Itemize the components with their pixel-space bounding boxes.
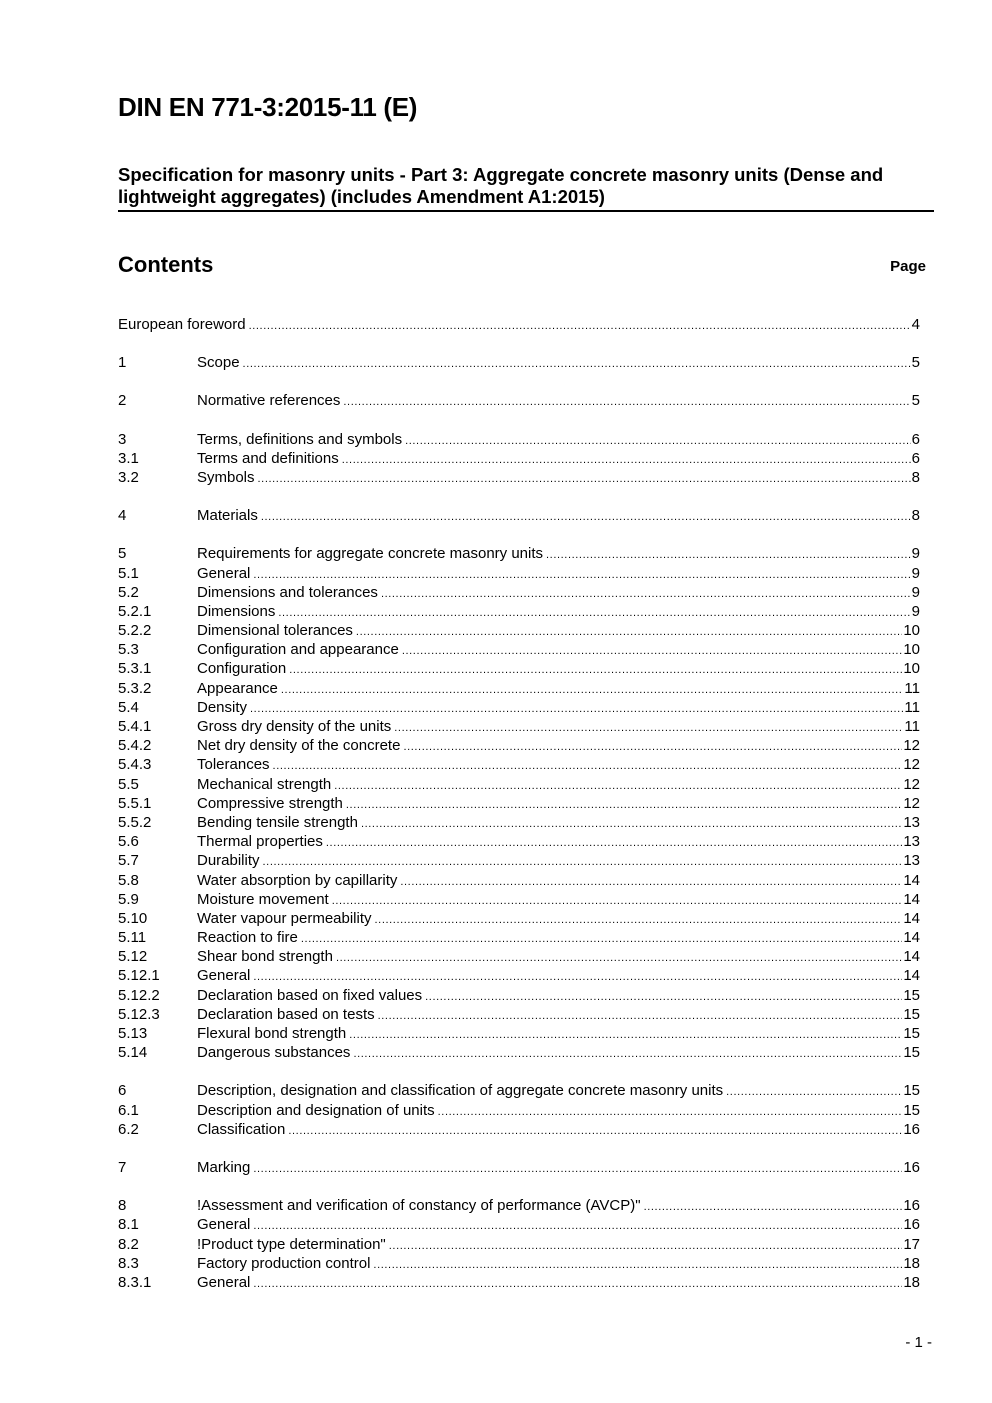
toc-entry-number: 1 [118,354,127,372]
toc-entry-number: 7 [118,1158,127,1176]
toc-entry-number: 5.4 [118,698,139,716]
toc-entry-number: 5.12 [118,948,148,966]
toc-entry-title: Requirements for aggregate concrete masonry units [197,545,544,563]
toc-entry-title: Declaration based on fixed values [197,986,423,1004]
toc-entry-number: 5.4.3 [118,756,152,774]
toc-dot-leader [394,717,903,738]
toc-entry[interactable] [118,659,920,678]
toc-entry-page: 8 [911,507,920,525]
toc-entry-number: 5.2.2 [118,622,152,640]
toc-entry-page: 6 [911,449,920,467]
toc-dot-leader [253,1273,902,1294]
toc-entry-number: 5.9 [118,890,139,908]
toc-entry[interactable] [118,986,920,1005]
toc-entry-title: Dimensions and tolerances [197,583,378,601]
toc-entry-number: 5.12.2 [118,986,160,1004]
toc-entry[interactable] [118,794,920,813]
toc-entry-page: 11 [904,679,920,697]
toc-entry-number: 5.10 [118,909,148,927]
toc-entry-title: Mechanical strength [197,775,332,793]
toc-entry-page: 15 [903,1005,920,1023]
contents-heading: Contents [118,252,214,277]
toc-entry-page: 9 [911,602,920,620]
toc-entry-page: 14 [903,967,920,985]
toc-entry[interactable] [118,775,920,794]
toc-entry-number: 8.2 [118,1235,139,1253]
toc-entry-number: 5 [118,545,127,563]
toc-entry-page: 13 [903,833,920,851]
toc-dot-leader [326,832,902,853]
toc-entry-number: 8.3 [118,1254,139,1272]
toc-dot-leader [250,698,903,719]
toc-dot-leader [253,966,902,987]
toc-dot-leader [375,909,903,930]
toc-entry-number: 5.1 [118,564,139,582]
toc-entry-page: 12 [903,775,920,793]
toc-entry[interactable] [118,928,920,947]
toc-entry-page: 15 [903,986,920,1004]
toc-entry[interactable] [118,1235,920,1254]
page-column-label: Page [890,258,926,275]
toc-entry[interactable] [118,736,920,755]
toc-entry-page: 10 [903,660,920,678]
toc-entry-title: General [197,564,251,582]
toc-dot-leader [273,755,903,776]
document-id: DIN EN 771-3:2015-11 (E) [118,92,418,122]
toc-entry[interactable] [118,890,920,909]
toc-entry-title: Bending tensile strength [197,813,358,831]
toc-dot-leader [405,430,911,451]
toc-entry-title: Gross dry density of the units [197,718,392,735]
toc-entry[interactable] [118,468,920,487]
toc-entry-title: Classification [197,1120,286,1138]
toc-entry-title: Compressive strength [197,794,343,812]
toc-entry-title: Durability [197,852,260,870]
toc-dot-leader [402,640,902,661]
toc-entry-page: 18 [903,1273,920,1291]
toc-entry-title: European foreword [118,316,246,333]
toc-entry-title: Symbols [197,468,255,486]
toc-entry[interactable] [118,1254,920,1273]
toc-dot-leader [334,775,902,796]
toc-entry-page: 14 [903,890,920,908]
toc-entry[interactable] [118,851,920,870]
toc-entry[interactable] [118,1196,920,1215]
toc-entry-title: Description and designation of units [197,1101,435,1119]
toc-entry[interactable] [118,449,920,468]
toc-entry-title: Moisture movement [197,890,329,908]
toc-entry-title: Terms and definitions [197,449,339,467]
toc-entry[interactable] [118,909,920,928]
toc-entry-page: 5 [911,392,920,410]
toc-dot-leader [336,947,902,968]
toc-dot-leader [342,449,911,470]
toc-dot-leader [400,871,902,892]
toc-entry-number: 8.1 [118,1216,139,1234]
toc-entry-page: 12 [903,756,920,774]
toc-entry[interactable] [118,679,920,698]
toc-entry-title: !Assessment and verification of constancy of performance (AVCP)" [197,1197,641,1215]
toc-dot-leader [353,1043,902,1064]
toc-dot-leader [253,1158,902,1179]
toc-entry-title: General [197,967,251,985]
toc-dot-leader [301,928,902,949]
toc-entry[interactable] [118,506,920,525]
toc-entry-page: 17 [903,1235,920,1253]
toc-dot-leader [349,1024,902,1045]
toc-entry-title: Reaction to fire [197,929,298,947]
toc-entry[interactable] [118,1005,920,1024]
toc-entry-title: Water vapour permeability [197,909,372,927]
toc-entry[interactable] [118,947,920,966]
toc-entry-title: General [197,1273,251,1291]
toc-entry-number: 5.11 [118,929,147,947]
toc-entry[interactable] [118,621,920,640]
toc-entry-number: 5.13 [118,1025,148,1042]
toc-entry-number: 5.3 [118,641,139,659]
toc-entry-page: 10 [903,622,920,640]
toc-entry[interactable] [118,698,920,717]
toc-entry-number: 5.5.1 [118,794,152,812]
toc-entry-title: Description, designation and classification of aggregate concrete masonry units [197,1082,724,1100]
toc-dot-leader [361,813,902,834]
toc-entry-title: Declaration based on tests [197,1005,375,1023]
toc-entry-page: 9 [911,583,920,601]
toc-entry[interactable] [118,1215,920,1234]
toc-entry-title: Scope [197,354,240,372]
toc-entry-number: 6.2 [118,1120,139,1138]
toc-entry-number: 5.2.1 [118,602,152,620]
toc-entry-number: 2 [118,392,127,410]
toc-entry-title: Net dry density of the concrete [197,737,401,755]
toc-dot-leader [332,890,903,911]
toc-entry[interactable] [118,871,920,890]
toc-dot-leader [346,794,902,815]
toc-entry-title: Terms, definitions and symbols [197,430,403,448]
toc-dot-leader [253,1215,902,1236]
toc-entry[interactable] [118,1158,920,1177]
toc-entry-page: 13 [903,852,920,870]
toc-entry-number: 5.3.2 [118,679,152,697]
toc-entry-page: 13 [903,813,920,831]
toc-entry-title: Dangerous substances [197,1044,351,1062]
toc-entry-page: 14 [903,871,920,889]
toc-entry-page: 14 [903,909,920,927]
toc-entry[interactable] [118,1120,920,1139]
toc-entry-number: 8.3.1 [118,1273,152,1291]
toc-dot-leader [288,1120,902,1141]
toc-entry-number: 5.8 [118,871,139,889]
toc-entry-title: Dimensional tolerances [197,622,353,640]
toc-entry-number: 8 [118,1197,127,1215]
toc-dot-leader [261,506,911,527]
toc-entry[interactable] [118,315,920,334]
toc-dot-leader [263,851,903,872]
toc-entry-number: 3.2 [118,468,139,486]
toc-entry-page: 14 [903,929,920,947]
toc-dot-leader [249,315,911,336]
title-rule [118,210,934,212]
toc-dot-leader [438,1101,903,1122]
toc-entry-number: 5.3.1 [118,660,152,678]
toc-entry-page: 15 [903,1082,920,1100]
toc-entry[interactable] [118,832,920,851]
toc-entry-number: 5.5 [118,775,139,793]
toc-entry[interactable] [118,544,920,563]
toc-entry-page: 16 [903,1120,920,1138]
toc-entry[interactable] [118,564,920,583]
toc-entry-number: 5.14 [118,1044,148,1062]
toc-entry[interactable] [118,1024,920,1043]
toc-dot-leader [726,1081,902,1102]
toc-entry-page: 6 [911,430,920,448]
toc-entry-page: 15 [903,1101,920,1119]
toc-entry-number: 3.1 [118,449,139,467]
toc-dot-leader [425,986,902,1007]
toc-entry-title: Flexural bond strength [197,1025,347,1042]
toc-entry[interactable] [118,1081,920,1100]
toc-entry[interactable] [118,966,920,985]
toc-entry-page: 16 [903,1216,920,1234]
toc-entry-number: 5.6 [118,833,139,851]
toc-entry[interactable] [118,353,920,372]
toc-dot-leader [289,659,902,680]
toc-dot-leader [403,736,902,757]
toc-entry-title: Dimensions [197,602,276,620]
toc-entry[interactable] [118,1273,920,1292]
toc-entry[interactable] [118,430,920,449]
toc-dot-leader [243,353,911,374]
toc-entry-number: 6.1 [118,1101,139,1119]
table-of-contents [118,315,920,1292]
toc-entry[interactable] [118,717,920,736]
toc-dot-leader [381,583,911,604]
toc-entry-number: 5.12.3 [118,1005,160,1023]
toc-entry-title: Appearance [197,679,278,697]
toc-entry-title: General [197,1216,251,1234]
toc-entry-title: Tolerances [197,756,270,774]
document-title: Specification for masonry units - Part 3: Aggregate concrete masonry units (Dense and lightweight aggregates) (includes Amendment A1:2015) [118,164,884,207]
toc-dot-leader [356,621,902,642]
toc-entry-page: 5 [911,354,920,372]
toc-entry-title: Thermal properties [197,833,323,851]
toc-entry-title: Density [197,698,248,716]
toc-dot-leader [389,1235,903,1256]
toc-entry-page: 11 [904,698,920,716]
toc-dot-leader [281,679,904,700]
toc-dot-leader [373,1254,902,1275]
toc-dot-leader [253,564,910,585]
toc-entry-number: 4 [118,507,127,525]
toc-entry-page: 15 [903,1025,920,1042]
toc-entry[interactable] [118,583,920,602]
toc-entry-page: 9 [911,564,920,582]
toc-entry-page: 12 [903,794,920,812]
toc-entry-page: 9 [911,545,920,563]
toc-entry-page: 14 [903,948,920,966]
toc-dot-leader [378,1005,903,1026]
toc-entry-title: Materials [197,507,258,525]
toc-entry-title: !Product type determination" [197,1235,386,1253]
toc-dot-leader [258,468,911,489]
toc-entry[interactable] [118,602,920,621]
toc-entry[interactable] [118,640,920,659]
toc-entry[interactable] [118,755,920,774]
toc-entry-page: 11 [904,718,920,735]
toc-entry-title: Shear bond strength [197,948,333,966]
toc-dot-leader [343,391,910,412]
toc-entry-number: 5.2 [118,583,139,601]
toc-entry-page: 15 [903,1044,920,1062]
toc-entry-page: 16 [903,1197,920,1215]
toc-entry-title: Marking [197,1158,251,1176]
toc-entry-page: 4 [911,316,920,333]
toc-entry-number: 3 [118,430,127,448]
toc-entry-number: 5.12.1 [118,967,160,985]
page-number: - 1 - [905,1334,932,1351]
toc-entry[interactable] [118,1043,920,1062]
toc-entry-page: 16 [903,1158,920,1176]
toc-entry-number: 5.7 [118,852,139,870]
toc-entry-title: Configuration and appearance [197,641,399,659]
toc-entry-number: 5.4.1 [118,718,152,735]
toc-entry-title: Factory production control [197,1254,371,1272]
toc-entry-page: 10 [903,641,920,659]
toc-entry[interactable] [118,1101,920,1120]
toc-entry-page: 18 [903,1254,920,1272]
toc-entry[interactable] [118,391,920,410]
toc-dot-leader [546,544,911,565]
toc-dot-leader [278,602,910,623]
toc-entry-title: Normative references [197,392,341,410]
toc-entry-number: 5.5.2 [118,813,152,831]
toc-entry-title: Water absorption by capillarity [197,871,398,889]
toc-dot-leader [644,1196,903,1217]
toc-entry[interactable] [118,813,920,832]
toc-entry-number: 5.4.2 [118,737,152,755]
toc-entry-number: 6 [118,1082,127,1100]
toc-entry-title: Configuration [197,660,287,678]
toc-entry-page: 8 [911,468,920,486]
toc-entry-page: 12 [903,737,920,755]
